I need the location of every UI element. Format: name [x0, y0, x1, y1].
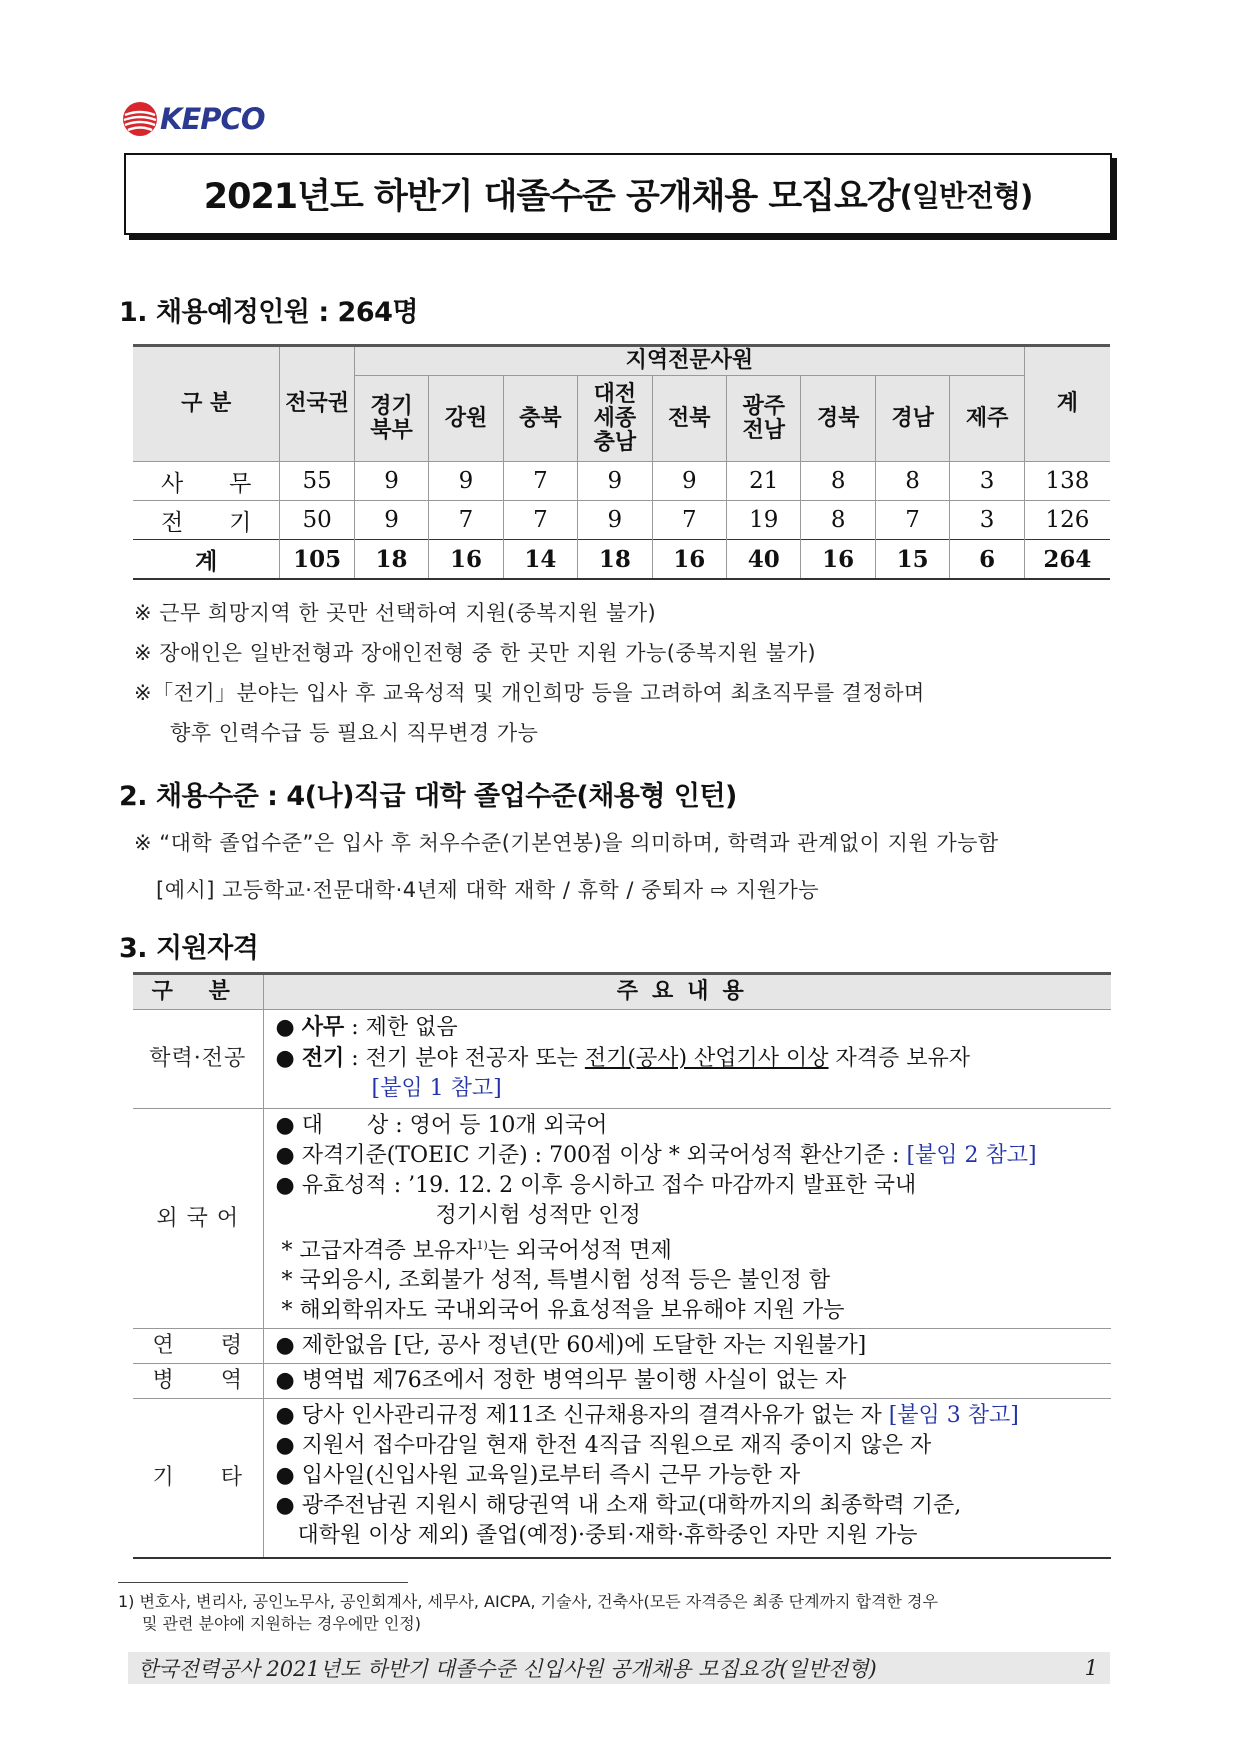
header-region: 경북 [801, 376, 875, 462]
header-region: 제주 [950, 376, 1025, 462]
section-2-note: ※ “대학 졸업수준”은 입사 후 처우수준(기본연봉)을 의미하며, 학력과 관계없이 지원 가능함 [134, 831, 999, 855]
header-region: 전북 [652, 376, 726, 462]
kepco-logo [122, 101, 264, 137]
row-military: 병 역 ● 병역법 제76조에서 정한 병역의무 불이행 사실이 없는 자 [133, 1364, 1111, 1399]
section-2-heading: 2. 채용수준 : 4(나)직급 대학 졸업수준(채용형 인턴) [119, 781, 737, 812]
header-gubun-2: 구 분 [133, 974, 263, 1010]
header-content: 주요내용 [263, 974, 1111, 1010]
page-footer [128, 1652, 1110, 1684]
section-2-example: [예시] 고등학교·전문대학·4년제 대학 재학 / 휴학 / 중퇴자 ⇨ 지원가능 [156, 878, 820, 902]
row-education: 학력·전공 ● 사무 : 제한 없음 ● 전기 : 전기 분야 전공자 또는 전기(공사) 산업기사 이상 자격증 보유자 [붙임 1 참고] [133, 1010, 1111, 1109]
footer-text: 한국전력공사 2021년도 하반기 대졸수준 신입사원 공개채용 모집요강(일반전형) [138, 1657, 877, 1681]
header-region: 경남 [875, 376, 949, 462]
header-region: 광주 전남 [727, 376, 801, 462]
header-region: 대전 세종 충남 [578, 376, 652, 462]
header-total: 계 [1024, 346, 1110, 462]
table-row-total: 계 105 18 16 14 18 16 40 16 15 6 264 [133, 540, 1110, 580]
table-row: 사 무 55 9 9 7 9 9 21 8 8 3 138 [133, 462, 1110, 501]
footnote: 1) 변호사, 변리사, 공인노무사, 공인회계사, 세무사, AICPA, 기술사, 건축사(모든 자격증은 최종 단계까지 합격한 경우 및 관련 분야에 지원하는 경우에만 인정) [118, 1592, 938, 1633]
recruitment-table [133, 344, 1110, 580]
section-1-heading: 1. 채용예정인원 : 264명 [119, 297, 418, 328]
note-2: ※ 장애인은 일반전형과 장애인전형 중 한 곳만 지원 가능(중복지원 불가) [134, 641, 817, 665]
table-row: 전 기 50 9 7 7 9 7 19 8 7 3 126 [133, 501, 1110, 540]
row-etc: 기 타 ● 당사 인사관리규정 제11조 신규채용자의 결격사유가 없는 자 [붙임 3 참고] ● 지원서 접수마감일 현재 한전 4직급 직원으로 재직 중이지 않은 자 ● 입사일(신입사원 교육일)로부터 즉시 근무 가능한 자 ● 광주전남권 지원시 해당권역 내 소재 학교(대학까지의 최종학력 기준, 대학원 이상 제외) 졸업(예정)·중퇴·재학·휴학중인 자만 지원 가능 [133, 1399, 1111, 1559]
row-language: 외 국 어 ● 대 상 : 영어 등 10개 외국어 ● 자격기준(TOEIC 기준) : 700점 이상 * 외국어성적 환산기준 : [붙임 2 참고] ● 유효성적 : ’19. 12. 2 이후 응시하고 접수 마감까지 발표한 국내 정기시험 성적만 인정 * 고급자격증 보유자$^{1)}$는 외국어성적 면제 * 국외응시, 조회불가 성적, 특별시험 성적 등은 불인정 함 * 해외학위자도 국내외국어 유효성적을 보유해야 지원 가능 [133, 1109, 1111, 1329]
header-region: 강원 [429, 376, 503, 462]
page-number: 1 [1084, 1656, 1098, 1680]
logo-text: KEPCO [160, 102, 265, 136]
note-3: ※「전기」분야는 입사 후 교육성적 및 개인희망 등을 고려하여 최초직무를 결정하며 [134, 681, 925, 705]
section-3-heading: 3. 지원자격 [119, 933, 259, 964]
header-region: 경기 북부 [354, 376, 428, 462]
header-region: 충북 [503, 376, 577, 462]
header-regional: 지역전문사원 [354, 346, 1024, 376]
page-title [124, 153, 1112, 235]
header-national: 전국권 [280, 346, 354, 462]
kepco-logo-icon [122, 101, 158, 137]
title-main: 2021년도 하반기 대졸수준 공개채용 모집요강 [203, 177, 900, 217]
note-3-cont: 향후 인력수급 등 필요시 직무변경 가능 [170, 721, 539, 745]
row-age: 연 령 ● 제한없음 [단, 공사 정년(만 60세)에 도달한 자는 지원불가] [133, 1329, 1111, 1364]
header-gubun: 구 분 [133, 346, 280, 462]
title-sub: (일반전형) [899, 178, 1033, 213]
note-1: ※ 근무 희망지역 한 곳만 선택하여 지원(중복지원 불가) [134, 601, 657, 625]
qualification-table [133, 972, 1111, 1559]
footnote-divider [118, 1582, 408, 1583]
